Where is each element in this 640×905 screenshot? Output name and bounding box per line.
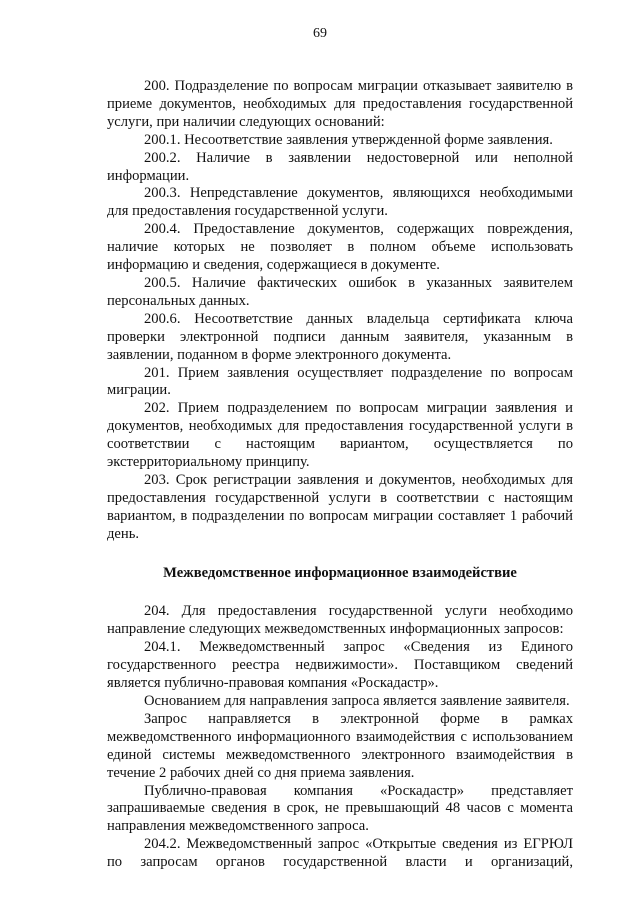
paragraph-204-1: 204.1. Межведомственный запрос «Сведения из Единого государственного реестра недвижимости». Поставщиком сведений является публично-правовая компания «Роскадастр». [107,639,573,692]
document-body [107,78,573,872]
paragraph-200-2: 200.2. Наличие в заявлении недостоверной или неполной информации. [107,149,573,184]
paragraph-204-2: 204.2. Межведомственный запрос «Открытые сведения из ЕГРЮЛ по запросам органов государственной власти и организаций, [107,836,573,871]
paragraph-200-6: 200.6. Несоответствие данных владельца сертификата ключа проверки электронной подписи данным заявителя, указанным в заявлении, поданном в форме электронного документа. [107,310,573,363]
paragraph-202: 202. Прием подразделением по вопросам миграции заявления и документов, необходимых для предоставления государственной услуги в соответствии с настоящим вариантом, осуществляется по экстерриториальному принципу. [107,400,573,471]
paragraph-204: 204. Для предоставления государственной услуги необходимо направление следующих межведомственных информационных запросов: [107,603,573,638]
section-heading: Межведомственное информационное взаимодействие [163,564,517,581]
paragraph-200: 200. Подразделение по вопросам миграции отказывает заявителю в приеме документов, необходимых для предоставления государственной услуги, при наличии следующих оснований: [107,78,573,130]
paragraph-request-method: Запрос направляется в электронной форме в рамках межведомственного информационного взаимодействия с использованием единой системы межведомственного электронного взаимодействия в течение 2 рабочих дней со дня приема заявления. [107,710,573,781]
paragraph-roskadastr-deadline: Публично-правовая компания «Роскадастр» представляет запрашиваемые сведения в срок, не превышающий 48 часов с момента направления межведомственного запроса. [107,782,573,835]
paragraph-203: 203. Срок регистрации заявления и документов, необходимых для предоставления государственной услуги в соответствии с настоящим вариантом, в подразделении по вопросам миграции составляет 1 рабочий день. [107,471,573,542]
paragraph-200-3: 200.3. Непредставление документов, являющихся необходимыми для предоставления государственной услуги. [107,185,573,220]
paragraph-request-basis: Основанием для направления запроса является заявление заявителя. [144,693,570,709]
paragraph-200-4: 200.4. Предоставление документов, содержащих повреждения, наличие которых не позволяет в полном объеме использовать информацию и сведения, содержащиеся в документе. [107,221,573,274]
paragraph-201: 201. Прием заявления осуществляет подразделение по вопросам миграции. [107,364,573,399]
page-number: 69 [313,26,327,41]
paragraph-200-5: 200.5. Наличие фактических ошибок в указанных заявителем персональных данных. [107,274,573,309]
paragraph-200-1: 200.1. Несоответствие заявления утвержденной форме заявления. [144,131,553,148]
